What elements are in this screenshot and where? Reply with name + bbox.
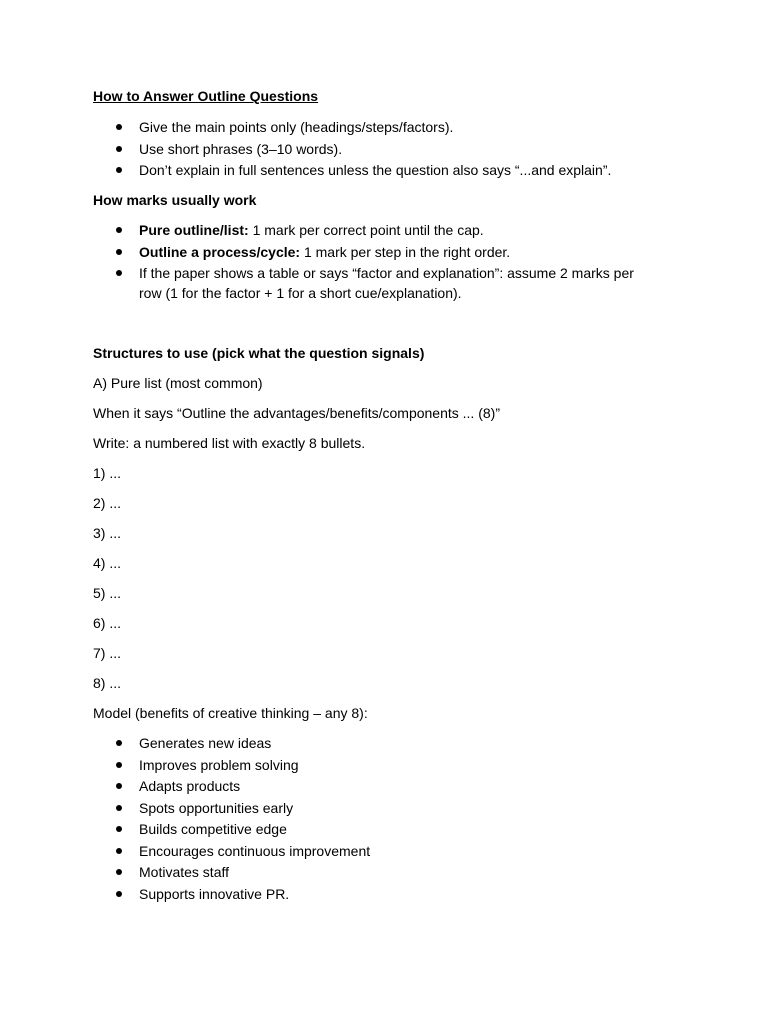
document-page <box>93 86 693 914</box>
bullet-icon <box>116 783 122 789</box>
bullet-icon <box>116 869 122 875</box>
marks-list <box>93 220 693 303</box>
list-item: Motivates staff <box>93 862 693 882</box>
bullet-icon <box>116 249 122 255</box>
structures-heading: Structures to use (pick what the question signals) <box>93 345 425 361</box>
list-item: 6) ... <box>93 615 122 631</box>
list-item: Builds competitive edge <box>93 819 693 839</box>
model-list <box>93 733 693 904</box>
list-item: 8) ... <box>93 675 122 691</box>
list-item: 4) ... <box>93 555 122 571</box>
intro-list <box>93 117 693 180</box>
list-item: Encourages continuous improvement <box>93 841 693 861</box>
bullet-icon <box>116 146 122 152</box>
bullet-icon <box>116 167 122 173</box>
bullet-icon <box>116 124 122 130</box>
list-item: 1) ... <box>93 465 122 481</box>
bullet-icon <box>116 826 122 832</box>
bullet-icon <box>116 891 122 897</box>
bullet-icon <box>116 270 122 276</box>
bullet-icon <box>116 805 122 811</box>
bullet-icon <box>116 848 122 854</box>
section-a-label: A) Pure list (most common) <box>93 375 263 391</box>
list-item: Supports innovative PR. <box>93 884 693 904</box>
list-item: Outline a process/cycle: 1 mark per step in the right order. <box>93 242 693 262</box>
numbered-list <box>93 463 693 693</box>
write-text: Write: a numbered list with exactly 8 bullets. <box>93 435 366 451</box>
bullet-icon <box>116 740 122 746</box>
list-item: Use short phrases (3–10 words). <box>93 139 693 159</box>
document-title: How to Answer Outline Questions <box>93 88 319 104</box>
list-item: Don’t explain in full sentences unless the question also says “...and explain”. <box>93 160 693 180</box>
list-item: Give the main points only (headings/steps/factors). <box>93 117 693 137</box>
list-item: 5) ... <box>93 585 122 601</box>
spacer <box>93 313 693 343</box>
model-heading: Model (benefits of creative thinking – any 8): <box>93 705 368 721</box>
when-text: When it says “Outline the advantages/benefits/components ... (8)” <box>93 405 500 421</box>
list-item: Improves problem solving <box>93 755 693 775</box>
list-item: If the paper shows a table or says “factor and explanation”: assume 2 marks per row (1 for the factor + 1 for a short cue/explanation). <box>93 263 693 303</box>
list-item: Pure outline/list: 1 mark per correct point until the cap. <box>93 220 693 240</box>
list-item: 2) ... <box>93 495 122 511</box>
bullet-icon <box>116 762 122 768</box>
list-item: 3) ... <box>93 525 122 541</box>
list-item: Generates new ideas <box>93 733 693 753</box>
bullet-icon <box>116 227 122 233</box>
list-item: Adapts products <box>93 776 693 796</box>
list-item: 7) ... <box>93 645 122 661</box>
list-item: Spots opportunities early <box>93 798 693 818</box>
marks-heading: How marks usually work <box>93 192 257 208</box>
